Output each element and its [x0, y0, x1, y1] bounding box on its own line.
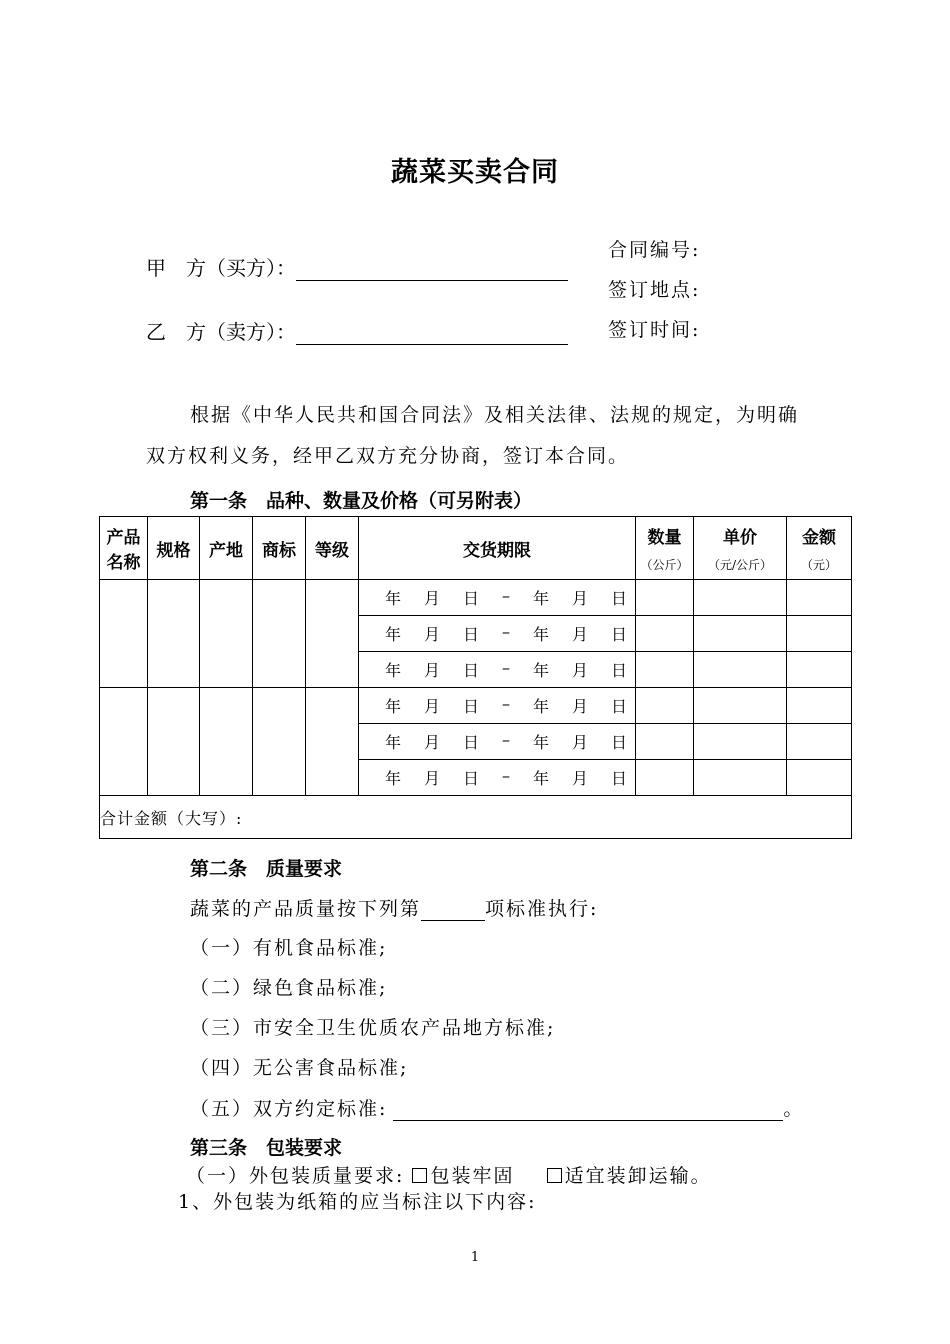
delivery-period-cell[interactable]	[359, 688, 636, 724]
product-name-cell[interactable]	[100, 688, 148, 796]
article3-heading: 第三条 包装要求	[190, 1137, 343, 1159]
quantity-cell[interactable]	[636, 652, 694, 688]
period-token: 日	[463, 589, 480, 608]
period-token: 日	[463, 769, 480, 788]
page-number: 1	[470, 1250, 480, 1265]
header-spec: 规格	[148, 517, 200, 580]
period-token: 月	[424, 589, 441, 608]
period-token: 年	[532, 697, 549, 716]
contract-title: 蔬菜买卖合同	[391, 157, 559, 188]
header-quantity: 数量 （公斤）	[636, 517, 694, 580]
spec-cell[interactable]	[148, 688, 200, 796]
buyer-party-line	[146, 252, 568, 281]
period-token: –	[502, 694, 510, 713]
period-token: 日	[610, 697, 627, 716]
period-token: 日	[610, 661, 627, 680]
period-token: –	[502, 622, 510, 641]
table-header-row	[100, 517, 852, 580]
article2-heading: 第二条 质量要求	[190, 858, 343, 880]
quantity-cell[interactable]	[636, 760, 694, 796]
buyer-label: 甲 方（买方）：	[146, 256, 296, 280]
period-token: 年	[385, 625, 402, 644]
seller-blank	[296, 322, 568, 345]
period-token: 月	[424, 625, 441, 644]
quality-item-1: （一）有机食品标准;	[190, 937, 388, 959]
period-token: –	[502, 766, 510, 785]
quality-item-4: （四）无公害食品标准;	[190, 1057, 409, 1079]
delivery-period-cell[interactable]	[359, 760, 636, 796]
total-row	[100, 796, 852, 839]
delivery-period-cell[interactable]	[359, 652, 636, 688]
period-token: 月	[571, 697, 588, 716]
header-unit-price: 单价 （元/公斤）	[694, 517, 787, 580]
period-token: 日	[463, 661, 480, 680]
spec-cell[interactable]	[148, 580, 200, 688]
delivery-period-cell[interactable]	[359, 724, 636, 760]
amount-cell[interactable]	[787, 580, 852, 616]
amount-cell[interactable]	[787, 652, 852, 688]
period-token: 月	[571, 769, 588, 788]
table-row	[100, 688, 852, 724]
unit-price-cell[interactable]	[694, 616, 787, 652]
option-sturdy: 包装牢固	[430, 1165, 515, 1187]
unit-price-cell[interactable]	[694, 652, 787, 688]
period-token: 日	[610, 733, 627, 752]
grade-cell[interactable]	[306, 580, 359, 688]
quantity-cell[interactable]	[636, 616, 694, 652]
product-table	[99, 516, 852, 839]
period-token: –	[502, 730, 510, 749]
brand-cell[interactable]	[253, 688, 306, 796]
seller-label: 乙 方（卖方）：	[146, 320, 296, 344]
header-origin: 产地	[200, 517, 253, 580]
checkbox-transport[interactable]	[547, 1168, 562, 1183]
quantity-cell[interactable]	[636, 724, 694, 760]
amount-cell[interactable]	[787, 688, 852, 724]
product-name-cell[interactable]	[100, 580, 148, 688]
period-token: 年	[385, 589, 402, 608]
quantity-cell[interactable]	[636, 688, 694, 724]
quality-item-5: （五）双方约定标准: 。	[190, 1098, 805, 1120]
period-token: 月	[571, 661, 588, 680]
checkbox-sturdy[interactable]	[412, 1168, 427, 1183]
period-token: 月	[424, 769, 441, 788]
sign-time-label: 签订时间:	[608, 319, 701, 341]
period-token: 年	[385, 661, 402, 680]
article1-heading: 第一条 品种、数量及价格（可另附表）	[190, 490, 533, 512]
period-token: –	[502, 658, 510, 677]
unit-price-cell[interactable]	[694, 580, 787, 616]
header-product-name: 产品名称	[100, 517, 148, 580]
amount-cell[interactable]	[787, 724, 852, 760]
period-token: 月	[571, 625, 588, 644]
header-brand: 商标	[253, 517, 306, 580]
agreed-standard-blank	[393, 1098, 783, 1121]
seller-party-line	[146, 316, 568, 345]
period-token: 年	[532, 661, 549, 680]
header-grade: 等级	[306, 517, 359, 580]
amount-cell[interactable]	[787, 616, 852, 652]
period-token: 月	[571, 733, 588, 752]
delivery-period-cell[interactable]	[359, 616, 636, 652]
unit-price-cell[interactable]	[694, 724, 787, 760]
contract-number-label: 合同编号:	[608, 239, 701, 261]
header-amount: 金额 （元）	[787, 517, 852, 580]
origin-cell[interactable]	[200, 580, 253, 688]
period-token: 日	[610, 769, 627, 788]
table-row	[100, 580, 852, 616]
period-token: 日	[610, 625, 627, 644]
period-token: 日	[463, 697, 480, 716]
period-token: 日	[610, 589, 627, 608]
total-amount-label: 合计金额（大写）:	[100, 796, 852, 839]
sign-place-label: 签订地点:	[608, 279, 701, 301]
unit-price-cell[interactable]	[694, 688, 787, 724]
buyer-blank	[296, 258, 568, 281]
packaging-quality-line: （一）外包装质量要求: 包装牢固 适宜装卸运输。	[186, 1165, 712, 1187]
quantity-cell[interactable]	[636, 580, 694, 616]
period-token: –	[502, 586, 510, 605]
period-token: 年	[385, 769, 402, 788]
period-token: 日	[463, 733, 480, 752]
period-token: 年	[532, 733, 549, 752]
quality-intro: 蔬菜的产品质量按下列第 项标准执行:	[190, 898, 599, 920]
intro-line-2: 双方权利义务，经甲乙双方充分协商，签订本合同。	[146, 445, 630, 467]
period-token: 月	[424, 661, 441, 680]
period-token: 年	[385, 697, 402, 716]
period-token: 年	[532, 589, 549, 608]
amount-cell[interactable]	[787, 760, 852, 796]
origin-cell[interactable]	[200, 688, 253, 796]
carton-label-line: 1、外包装为纸箱的应当标注以下内容:	[178, 1191, 537, 1213]
period-token: 月	[424, 697, 441, 716]
period-token: 月	[424, 733, 441, 752]
period-token: 日	[463, 625, 480, 644]
delivery-period-cell[interactable]	[359, 580, 636, 616]
quality-item-2: （二）绿色食品标准;	[190, 977, 388, 999]
grade-cell[interactable]	[306, 688, 359, 796]
intro-line-1: 根据《中华人民共和国合同法》及相关法律、法规的规定，为明确	[190, 404, 800, 426]
standard-number-blank	[421, 898, 485, 921]
header-delivery-period: 交货期限	[359, 517, 636, 580]
period-token: 年	[532, 769, 549, 788]
quality-item-3: （三）市安全卫生优质农产品地方标准;	[190, 1017, 556, 1039]
period-token: 年	[532, 625, 549, 644]
brand-cell[interactable]	[253, 580, 306, 688]
unit-price-cell[interactable]	[694, 760, 787, 796]
period-token: 月	[571, 589, 588, 608]
period-token: 年	[385, 733, 402, 752]
option-transport: 适宜装卸运输。	[564, 1165, 712, 1187]
